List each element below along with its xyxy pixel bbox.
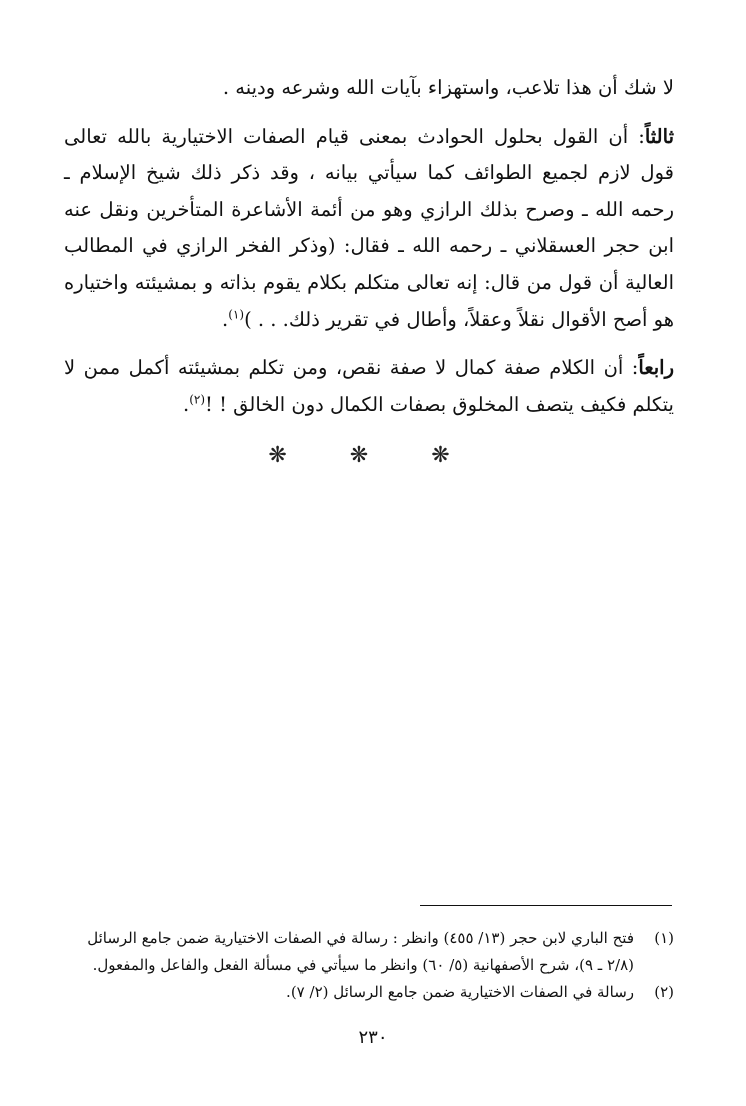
footnote-2-text: رسالة في الصفات الاختيارية ضمن جامع الرسائل (٢/ ٧). (286, 983, 634, 1001)
page-number: ٢٣٠ (358, 1027, 388, 1048)
paragraph-fourthly (64, 350, 674, 423)
footnote-ref-1[interactable]: (١) (228, 307, 245, 322)
footnote-2 (64, 979, 674, 1006)
footnote-2-number: (٢) (654, 983, 674, 1001)
footnote-divider (420, 905, 672, 906)
thirdly-end: . (222, 307, 229, 331)
section-separator-ornament: ❋ ❋ ❋ (268, 443, 478, 468)
fourthly-heading: رابعاً (638, 356, 674, 380)
footnotes (64, 925, 674, 1006)
thirdly-text: : أن القول بحلول الحوادث بمعنى قيام الصفات الاختيارية بالله تعالى قول لازم لجميع الطوائف كما سيأتي بيانه ، وقد ذكر ذلك شيخ الإسلام ـ رحمه الله ـ وصرح بذلك الرازي وهو من أئمة الأشاعرة المتأخرين ونقل عنه ابن حجر العسقلاني ـ رحمه الله ـ فقال: (وذكر الفخر الرازي في المطالب العالية أن قول من قال: إنه تعالى متكلم بكلام يقوم بذاته و بمشيئته واختياره هو أصح الأقوال نقلاً وعقلاً، وأطال في تقرير ذلك. . . ) (64, 124, 674, 331)
paragraph-thirdly (64, 119, 674, 339)
footnote-1-text: فتح الباري لابن حجر (١٣/ ٤٥٥) وانظر : رسالة في الصفات الاختيارية ضمن جامع الرسائل (٢/٨ ـ ٩)، شرح الأصفهانية (٥/ ٦٠) وانظر ما سيأتي في مسألة الفعل والفاعل والمفعول. (87, 929, 634, 974)
footnote-1 (64, 925, 674, 979)
fourthly-text: : أن الكلام صفة كمال لا صفة نقص، ومن تكلم بمشيئته أكمل ممن لا يتكلم فكيف يتصف المخلوق بصفات الكمال دون الخالق ! ! (64, 356, 674, 416)
fourthly-end: . (183, 392, 190, 416)
paragraph-1-text: لا شك أن هذا تلاعب، واستهزاء بآيات الله وشرعه ودينه . (222, 76, 674, 99)
paragraph-1 (64, 70, 674, 107)
thirdly-heading: ثالثاً (644, 124, 674, 148)
footnote-1-number: (١) (654, 929, 674, 947)
main-text (64, 70, 674, 423)
footnote-ref-2[interactable]: (٢) (189, 392, 206, 407)
